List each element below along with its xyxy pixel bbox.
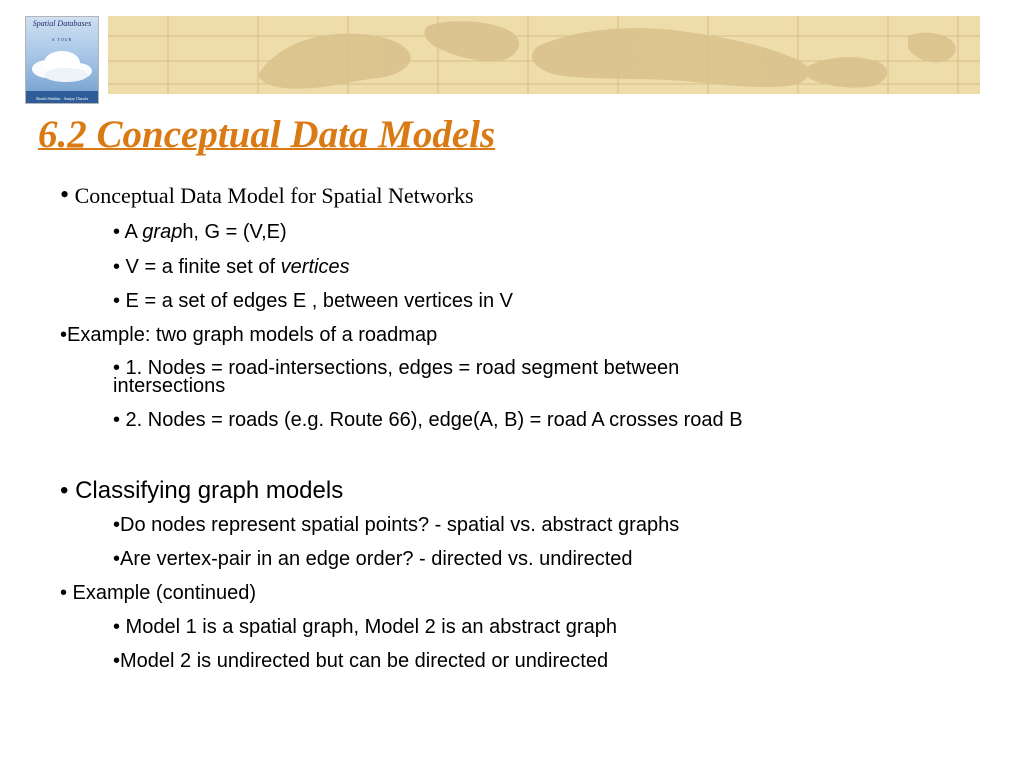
bullet-example-roadmap [60, 324, 437, 347]
bullet-text: • E = a set of edges E , between vertices in V [113, 290, 513, 312]
bullet-text: • V = a finite set of [113, 256, 276, 278]
bullet-text-vertices: vertices [280, 256, 350, 278]
bullet-text: • Classifying graph models [60, 477, 344, 504]
bullet-text-rest: h, G = (V,E) [182, 221, 287, 243]
bullet-text: •Do nodes represent spatial points? - spatial vs. abstract graphs [113, 514, 680, 536]
world-map-illustration [108, 16, 980, 94]
slide-title: 6.2 Conceptual Data Models [38, 113, 496, 156]
book-cover-image [25, 16, 99, 104]
cover-authors: Shashi Shekhar · Sanjay Chawla [35, 96, 89, 101]
cloud-illustration [26, 17, 98, 103]
cover-title: Spatial Databases [32, 19, 92, 28]
bullet-text: • 2. Nodes = roads (e.g. Route 66), edge(A, B) = road A crosses road B [113, 409, 743, 431]
bullet-glyph: • [60, 180, 70, 209]
cover-subtitle: A TOUR [51, 37, 73, 42]
bullet-text: •Are vertex-pair in an edge order? - directed vs. undirected [113, 548, 633, 570]
bullet-spatial-networks [60, 180, 474, 210]
bullet-model-1-spatial [113, 616, 617, 639]
bullet-text: •Example: two graph models of a roadmap [60, 324, 438, 346]
world-map-banner [108, 16, 980, 94]
bullet-text: • 1. Nodes = road-intersections, edges = road segment between [113, 357, 680, 379]
bullet-directed-vs-undirected [113, 548, 633, 571]
bullet-example-continued [60, 582, 256, 605]
bullet-text: • Example (continued) [60, 582, 256, 604]
bullet-text-grap: grap [142, 221, 183, 243]
bullet-vertices [113, 256, 350, 279]
bullet-text: intersections [113, 375, 226, 397]
bullet-classifying [60, 477, 343, 505]
bullet-text-a: A [124, 221, 137, 243]
bullet-edges [113, 290, 513, 313]
bullet-model-2 [113, 409, 743, 432]
bullet-graph-definition [113, 221, 287, 244]
bullet-glyph: • [113, 221, 121, 243]
bullet-model-1-continued [113, 375, 225, 398]
bullet-text: • Model 1 is a spatial graph, Model 2 is an abstract graph [113, 616, 617, 638]
bullet-model-2-undirected [113, 650, 608, 673]
bullet-text: Conceptual Data Model for Spatial Networks [74, 183, 474, 208]
bullet-text: •Model 2 is undirected but can be directed or undirected [113, 650, 609, 672]
bullet-spatial-vs-abstract [113, 514, 679, 537]
